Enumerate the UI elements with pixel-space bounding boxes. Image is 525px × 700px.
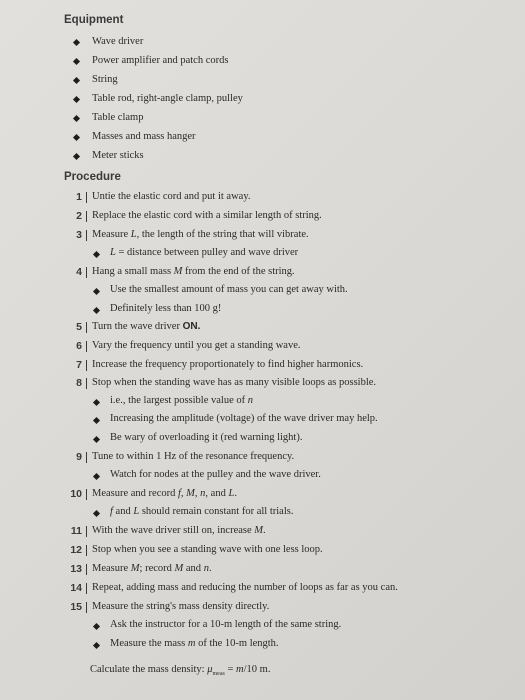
procedure-step [0, 229, 525, 243]
sub-item [110, 395, 253, 406]
step-number: 7 [76, 359, 82, 371]
sub-item-text: and [112, 506, 134, 517]
bullet-diamond-icon [93, 642, 100, 649]
step-text [92, 266, 295, 277]
step-text: Tune to within 1 Hz of the resonance frequency. [92, 451, 295, 462]
bullet-diamond-icon [93, 436, 100, 443]
sub-item: Use the smallest amount of mass you can get away with. [110, 284, 348, 295]
step-variable: L [110, 247, 116, 258]
step-divider [86, 341, 87, 352]
step-divider [86, 489, 87, 500]
equipment-item: Table clamp [92, 112, 144, 123]
step-text: Untie the elastic cord and put it away. [92, 191, 251, 202]
step-divider [86, 211, 87, 222]
step-number: 5 [76, 321, 82, 333]
bullet-diamond-icon [73, 58, 80, 65]
bullet-diamond-icon [73, 39, 80, 46]
step-text: Replace the elastic cord with a similar length of string. [92, 210, 322, 221]
step-variable: L [228, 488, 235, 499]
bullet-diamond-icon [73, 96, 80, 103]
sub-item: Watch for nodes at the pulley and the wave driver. [110, 469, 321, 480]
step-text-part: and [208, 488, 229, 499]
step-text-part: Hang a small mass [92, 266, 174, 277]
step-variable: f [110, 506, 113, 517]
sub-item: Definitely less than 100 g! [110, 303, 222, 314]
mu-symbol: μ [207, 664, 213, 675]
step-text: Repeat, adding mass and reducing the number of loops as far as you can. [92, 582, 398, 593]
step-text-part: Turn the wave driver [92, 321, 183, 332]
step-number: 8 [76, 377, 82, 389]
bullet-diamond-icon [93, 288, 100, 295]
equipment-item: Power amplifier and patch cords [92, 55, 229, 66]
step-text: Measure the string's mass density directly. [92, 601, 270, 612]
step-divider [86, 564, 87, 575]
sub-item [110, 506, 293, 517]
step-variable: f, M, n, [178, 488, 209, 499]
step-text-part: With the wave driver still on, increase [92, 525, 255, 536]
procedure-heading: Procedure [64, 171, 121, 183]
step-number: 6 [76, 340, 82, 352]
step-variable: n [203, 563, 209, 574]
sub-item: Increasing the amplitude (voltage) of the wave driver may help. [110, 413, 378, 424]
step-text-part: Measure and record [92, 488, 178, 499]
formula-text: /10 m. [243, 664, 271, 675]
equipment-item: String [92, 74, 118, 85]
step-text: Increase the frequency proportionately to find higher harmonics. [92, 359, 364, 370]
step-variable: M [130, 563, 140, 574]
step-number: 11 [70, 525, 82, 537]
procedure-step [0, 266, 525, 280]
bullet-diamond-icon [73, 115, 80, 122]
procedure-step [0, 451, 525, 465]
equipment-item: Wave driver [92, 36, 144, 47]
step-text [92, 488, 237, 499]
step-divider [86, 545, 87, 556]
step-text: Stop when the standing wave has as many visible loops as possible. [92, 377, 377, 388]
step-text-part: from the end of the string. [182, 266, 295, 277]
equipment-item: Table rod, right-angle clamp, pulley [92, 93, 243, 104]
step-text: Vary the frequency until you get a standing wave. [92, 340, 301, 351]
bullet-diamond-icon [73, 134, 80, 141]
procedure-step [0, 544, 525, 558]
step-divider [86, 583, 87, 594]
step-text-part: . [234, 488, 237, 499]
bullet-diamond-icon [93, 510, 100, 517]
formula-text: Calculate the mass density: [90, 664, 208, 675]
sub-item [110, 638, 279, 649]
step-text-part: . [263, 525, 266, 536]
step-variable: L [133, 506, 140, 517]
sub-item [110, 247, 298, 258]
step-bold-text: ON. [182, 321, 201, 332]
formula-text: = [224, 664, 237, 675]
sub-item: Be wary of overloading it (red warning light). [110, 432, 303, 443]
step-text [92, 525, 266, 536]
step-number: 1 [76, 191, 82, 203]
step-text [92, 229, 309, 240]
equipment-item: Masses and mass hanger [92, 131, 196, 142]
bullet-diamond-icon [93, 251, 100, 258]
procedure-step [0, 525, 525, 539]
bullet-diamond-icon [93, 623, 100, 630]
step-divider [86, 526, 87, 537]
bullet-diamond-icon [93, 399, 100, 406]
procedure-step [0, 210, 525, 224]
step-variable: m [236, 664, 244, 675]
sub-item-text: i.e., the largest possible value of [110, 395, 248, 406]
step-number: 2 [76, 210, 82, 222]
step-number: 9 [76, 451, 82, 463]
mass-density-formula [90, 664, 270, 677]
bullet-diamond-icon [93, 307, 100, 314]
step-divider [86, 378, 87, 389]
step-text-part: Measure [92, 229, 131, 240]
step-number: 14 [70, 582, 82, 594]
step-text-part: , the length of the string that will vibrate. [136, 229, 309, 240]
step-text-part: . [208, 563, 212, 574]
step-variable: M [173, 266, 183, 277]
step-number: 10 [70, 488, 82, 500]
step-variable: n [247, 395, 253, 406]
equipment-item: Meter sticks [92, 150, 144, 161]
procedure-step [0, 191, 525, 205]
procedure-step [0, 340, 525, 354]
step-divider [86, 267, 87, 278]
mu-subscript: meas [212, 671, 225, 678]
sub-item: Ask the instructor for a 10-m length of the same string. [110, 619, 342, 630]
bullet-diamond-icon [93, 473, 100, 480]
step-divider [86, 452, 87, 463]
step-text-part: and [183, 563, 204, 574]
step-number: 15 [70, 601, 82, 613]
equipment-heading: Equipment [64, 14, 124, 26]
step-variable: M [254, 525, 264, 536]
bullet-diamond-icon [73, 153, 80, 160]
step-number: 3 [76, 229, 82, 241]
procedure-step [0, 359, 525, 373]
step-text-part: ; record [139, 563, 175, 574]
procedure-step [0, 563, 525, 577]
step-divider [86, 602, 87, 613]
procedure-step [0, 601, 525, 615]
sub-item-text: = distance between pulley and wave driver [115, 247, 299, 258]
step-text [92, 563, 212, 574]
procedure-step [0, 488, 525, 502]
step-divider [86, 230, 87, 241]
step-number: 13 [70, 563, 82, 575]
step-text: Stop when you see a standing wave with one less loop. [92, 544, 323, 555]
bullet-diamond-icon [93, 417, 100, 424]
sub-item-text: of the 10-m length. [195, 638, 279, 649]
procedure-step [0, 377, 525, 391]
step-text [92, 321, 200, 332]
step-divider [86, 360, 87, 371]
step-divider [86, 322, 87, 333]
sub-item-text: Measure the mass [110, 638, 188, 649]
procedure-step [0, 582, 525, 596]
bullet-diamond-icon [73, 77, 80, 84]
step-number: 4 [76, 266, 82, 278]
step-variable: m [187, 638, 196, 649]
sub-item-text: should remain constant for all trials. [139, 506, 294, 517]
step-number: 12 [70, 544, 82, 556]
procedure-step [0, 321, 525, 335]
step-divider [86, 192, 87, 203]
step-variable: M [174, 563, 184, 574]
step-text-part: Measure [92, 563, 131, 574]
step-variable: L [130, 229, 137, 240]
